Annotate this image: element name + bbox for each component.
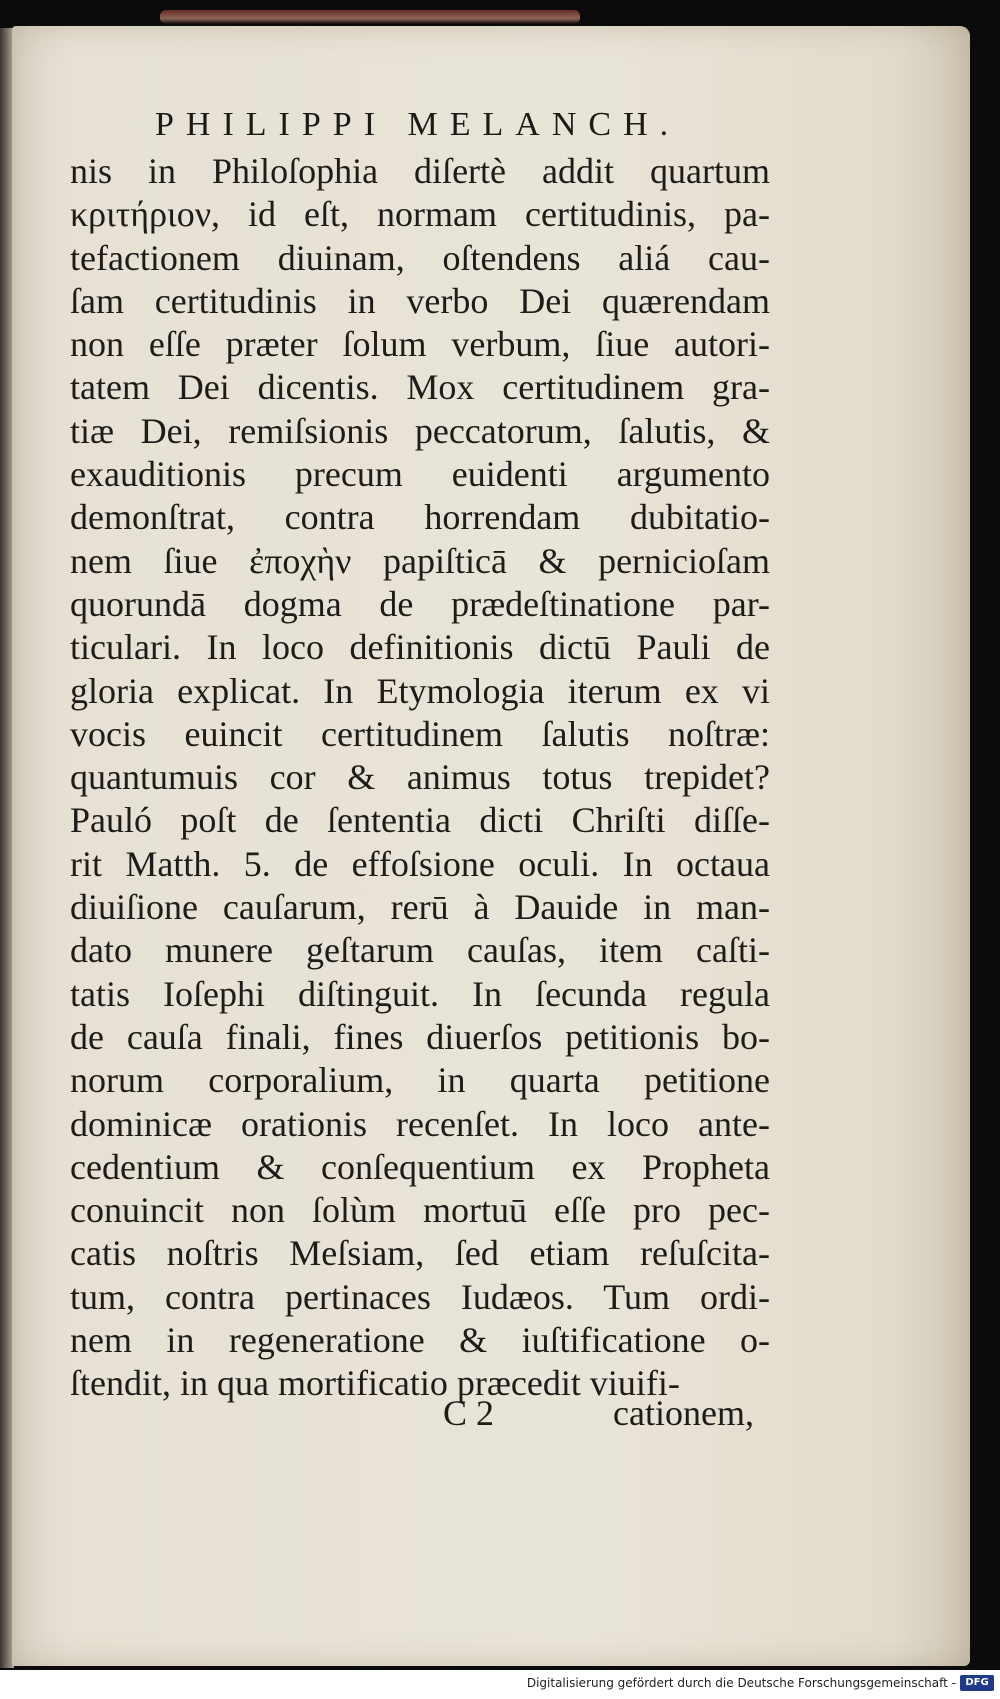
text-line: gloria explicat. In Etymologia iterum ex vi — [70, 670, 770, 711]
text-line: tatem Dei dicentis. Mox certitudinem gra- — [70, 367, 770, 408]
body-text — [70, 150, 770, 1406]
text-line: cedentium & conſequentium ex Propheta — [70, 1146, 770, 1187]
text-line: de cauſa finali, fines diuerſos petitionis bo- — [70, 1016, 770, 1057]
text-line: quorundā dogma de prædeſtinatione par- — [70, 583, 770, 624]
page-footer-line — [70, 1392, 790, 1436]
text-line: tatis Ioſephi diſtinguit. In ſecunda regula — [70, 973, 770, 1014]
text-line: ſtendit, in qua mortificatio præcedit viuifi- — [70, 1363, 680, 1404]
text-line: diuiſione cauſarum, rerū à Dauide in man- — [70, 887, 770, 928]
text-line: rit Matth. 5. de effoſsione oculi. In octaua — [70, 843, 770, 884]
text-line: non eſſe præter ſolum verbum, ſiue autori- — [70, 324, 770, 365]
text-line: catis noſtris Meſsiam, ſed etiam reſuſcita- — [70, 1233, 770, 1274]
text-line: κριτήριον, id eſt, normam certitudinis, pa- — [70, 194, 770, 235]
text-line: ſam certitudinis in verbo Dei quærendam — [70, 280, 770, 321]
text-line: conuincit non ſolùm mortuū eſſe pro pec- — [70, 1190, 770, 1231]
text-line: vocis euincit certitudinem ſalutis noſtræ: — [70, 713, 770, 754]
text-line: norum corporalium, in quarta petitione — [70, 1060, 770, 1101]
text-line: nem ſiue ἐποχὴν papiſticā & pernicioſam — [70, 540, 770, 581]
digitization-footer — [0, 1670, 1000, 1699]
page-top-stain — [160, 10, 580, 24]
text-line: dato munere geſtarum cauſas, item caſti- — [70, 930, 770, 971]
text-line: tiæ Dei, remiſsionis peccatorum, ſalutis, & — [70, 410, 770, 451]
funding-notice: Digitalisierung gefördert durch die Deutsche Forschungsgemeinschaft - — [526, 1676, 956, 1690]
dfg-logo-icon: DFG — [960, 1675, 994, 1691]
catchword: cationem, — [613, 1393, 754, 1433]
text-line: tum, contra pertinaces Iudæos. Tum ordi- — [70, 1276, 770, 1317]
text-line: nem in regeneratione & iuſtificatione o- — [70, 1320, 770, 1361]
text-line: demonſtrat, contra horrendam dubitatio- — [70, 497, 770, 538]
signature-mark: C 2 — [443, 1393, 495, 1433]
text-line: ticulari. In loco definitionis dictū Pauli de — [70, 627, 770, 668]
text-line: Pauló poſt de ſententia dicti Chriſti diſſe- — [70, 800, 770, 841]
running-head: PHILIPPI MELANCH. — [155, 106, 681, 143]
text-line: nis in Philoſophia diſertè addit quartum — [70, 151, 770, 191]
text-line: tefactionem diuinam, oſtendens aliá cau- — [70, 237, 770, 278]
text-line: quantumuis cor & animus totus trepidet? — [70, 757, 770, 798]
text-line: exauditionis precum euidenti argumento — [70, 454, 770, 495]
text-line: dominicæ orationis recenſet. In loco ante- — [70, 1103, 770, 1144]
